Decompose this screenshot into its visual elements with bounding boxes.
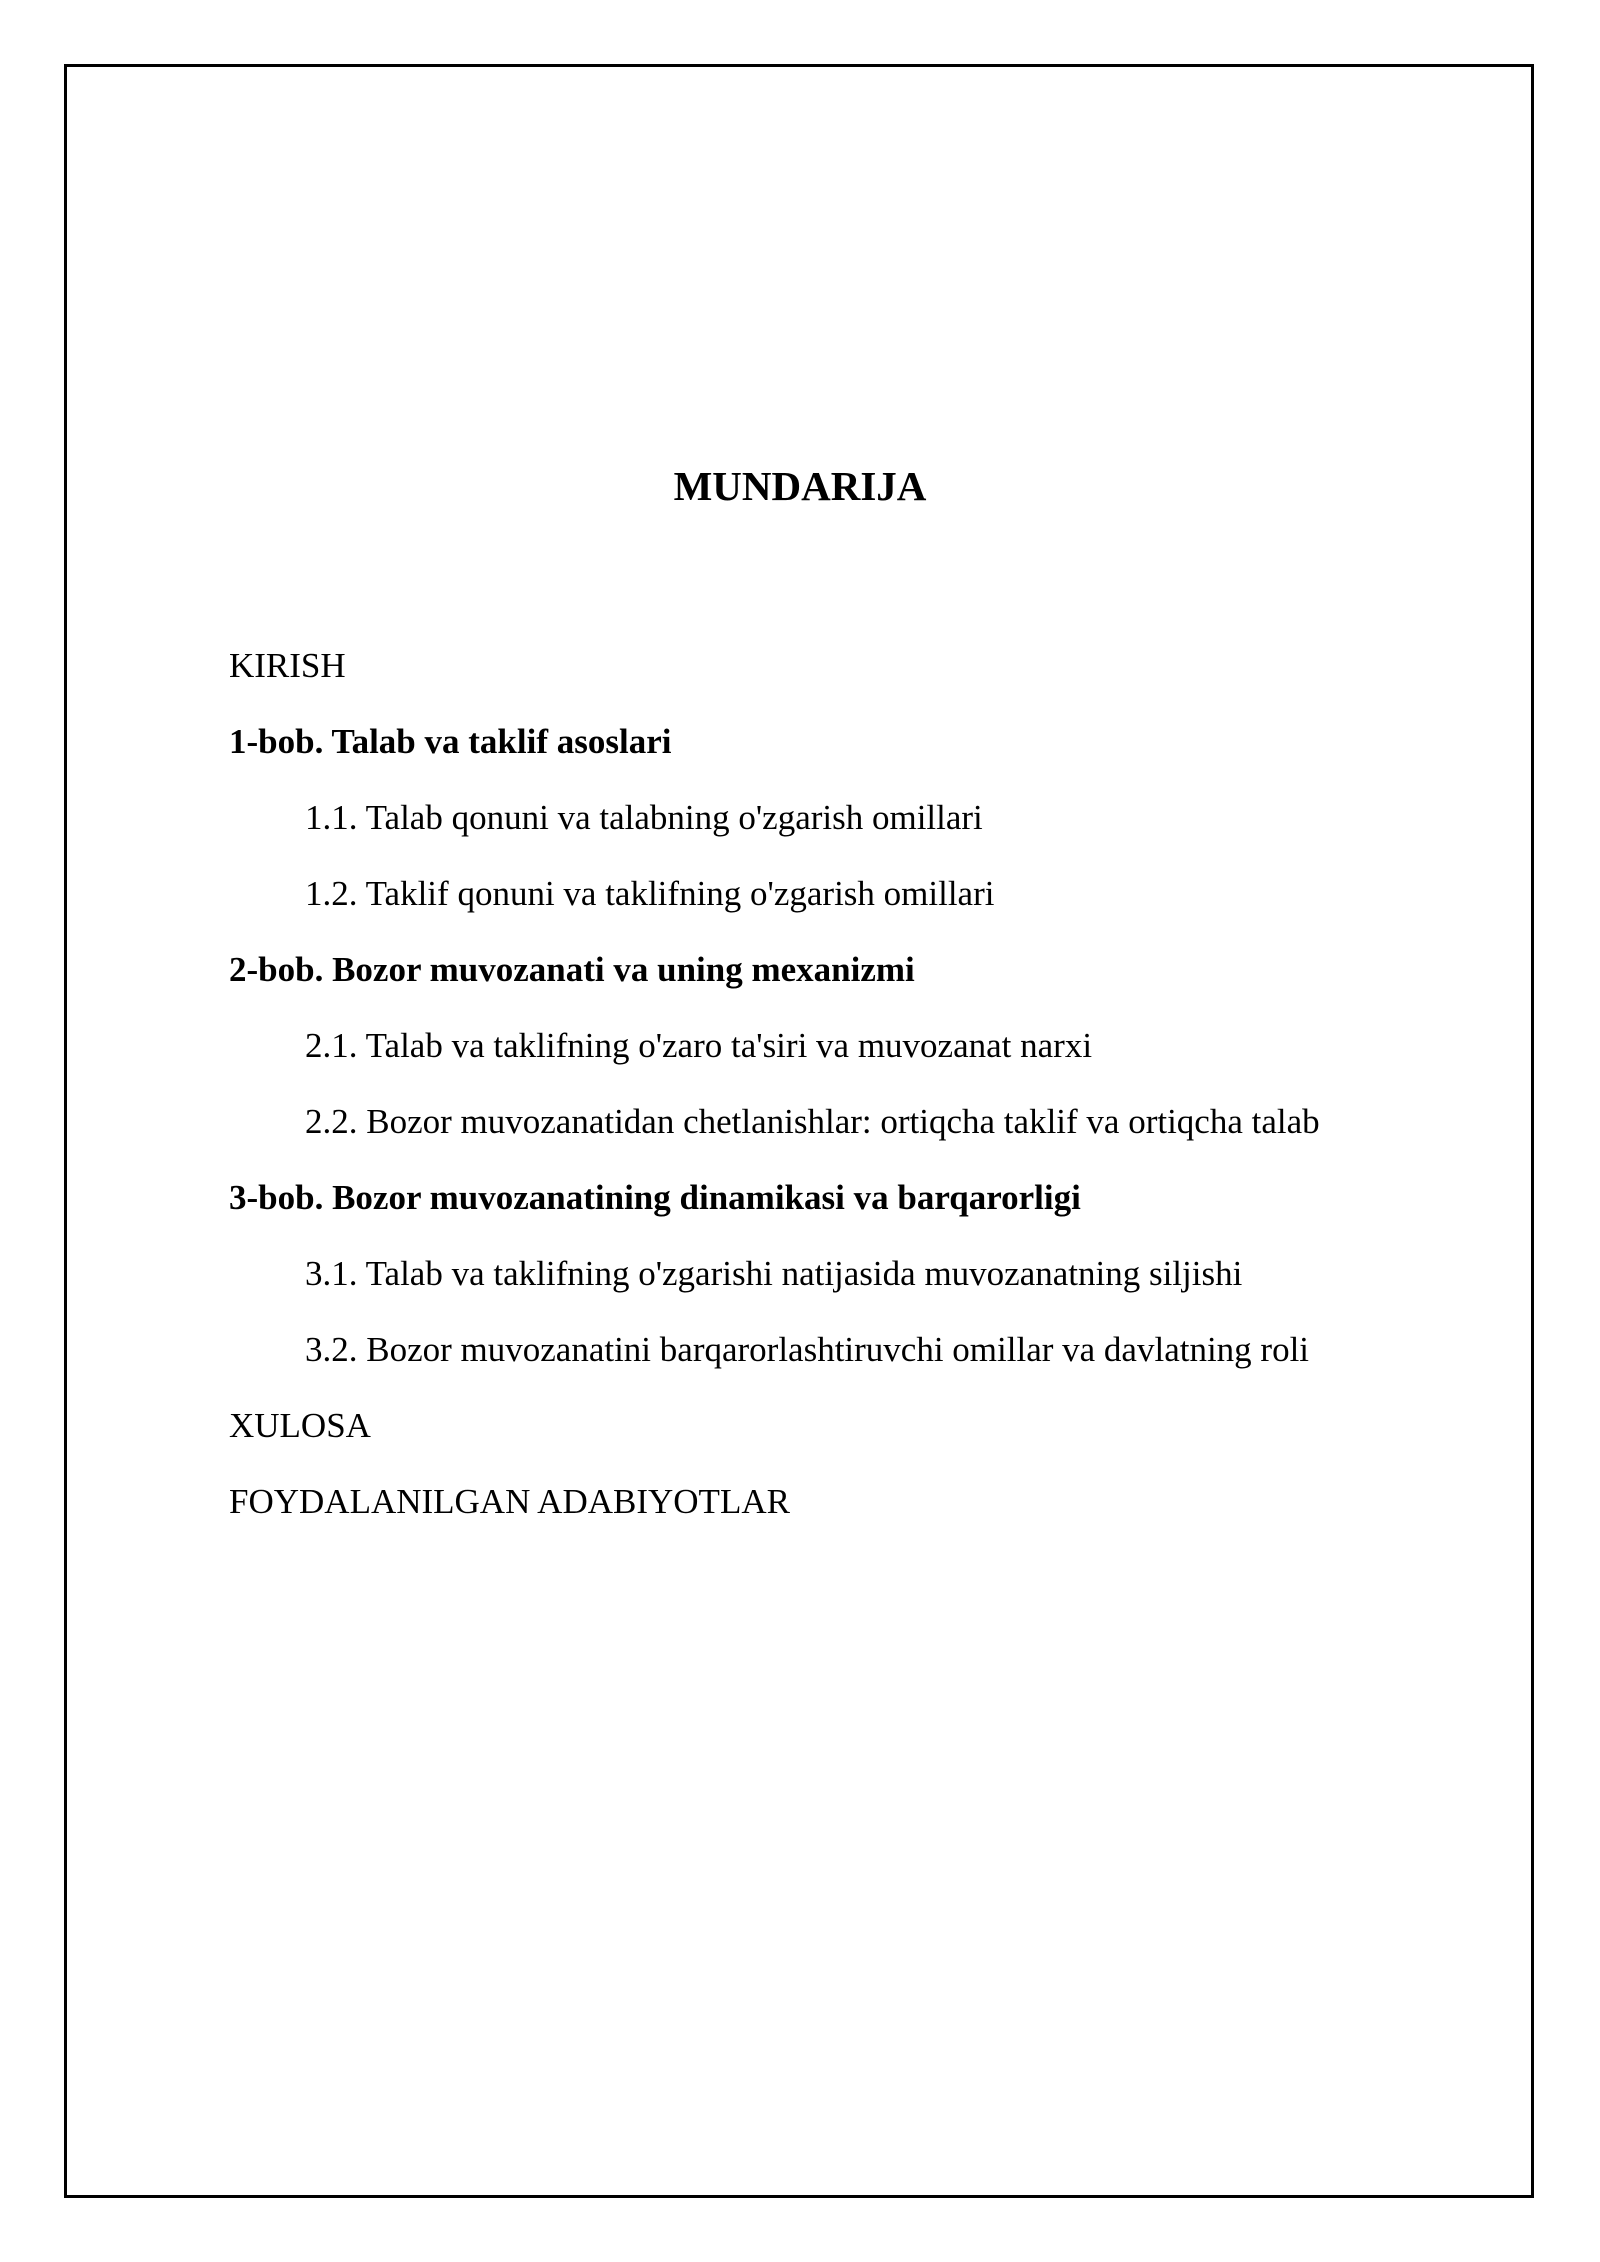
- toc-entry-references: FOYDALANILGAN ADABIYOTLAR: [229, 1482, 790, 1521]
- toc-section-1-2: 1.2. Taklif qonuni va taklifning o'zgarish omillari: [305, 874, 995, 913]
- toc-section-2-2: 2.2. Bozor muvozanatidan chetlanishlar: ortiqcha taklif va ortiqcha talab: [305, 1102, 1320, 1141]
- toc-section-3-1: 3.1. Talab va taklifning o'zgarishi natijasida muvozanatning siljishi: [305, 1254, 1243, 1293]
- toc-chapter-3: 3-bob. Bozor muvozanatining dinamikasi va barqarorligi: [229, 1178, 1081, 1217]
- toc-section-2-1: 2.1. Talab va taklifning o'zaro ta'siri va muvozanat narxi: [305, 1026, 1093, 1065]
- toc-entry-conclusion: XULOSA: [229, 1406, 371, 1445]
- toc-entry-introduction: KIRISH: [229, 646, 346, 685]
- page-title: MUNDARIJA: [673, 463, 927, 509]
- toc-chapter-1: 1-bob. Talab va taklif asoslari: [229, 722, 672, 761]
- toc-section-1-1: 1.1. Talab qonuni va talabning o'zgarish omillari: [305, 798, 983, 837]
- table-of-contents: [229, 642, 1459, 1554]
- toc-chapter-2: 2-bob. Bozor muvozanati va uning mexanizmi: [229, 950, 915, 989]
- toc-section-3-2: 3.2. Bozor muvozanatini barqarorlashtiruvchi omillar va davlatning roli: [305, 1330, 1310, 1369]
